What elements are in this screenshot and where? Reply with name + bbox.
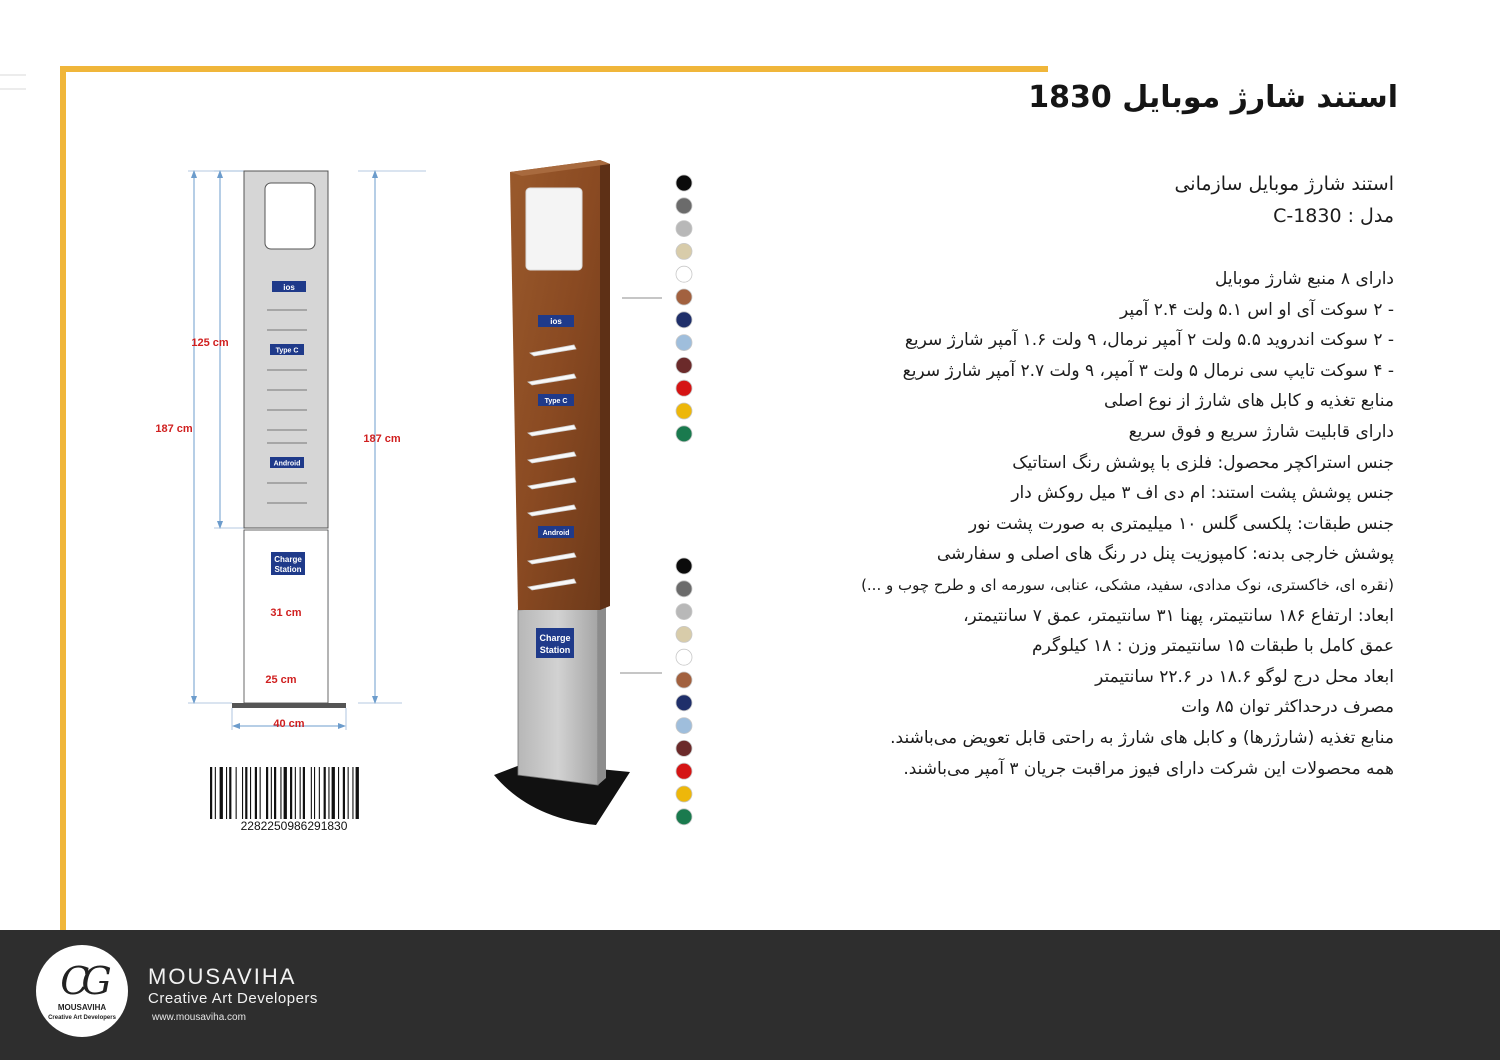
color-swatch[interactable] bbox=[676, 604, 692, 620]
typec-port-text: Type C bbox=[275, 347, 299, 355]
barcode-bar bbox=[236, 767, 237, 819]
color-swatch[interactable] bbox=[676, 175, 692, 191]
ios-port-text: ios bbox=[283, 283, 295, 292]
color-swatch[interactable] bbox=[676, 243, 692, 259]
color-swatch[interactable] bbox=[676, 198, 692, 214]
barcode-bar bbox=[229, 767, 231, 819]
color-swatch[interactable] bbox=[676, 312, 692, 328]
barcode-bar bbox=[348, 767, 349, 819]
spec-line: جنس طبقات: پلکسی گلس ۱۰ میلیمتری به صورت پشت نور bbox=[968, 513, 1394, 534]
android-port-text: Android bbox=[273, 460, 301, 468]
barcode-bar bbox=[314, 767, 315, 819]
color-swatch[interactable] bbox=[676, 718, 692, 734]
render-typec-text: Type C bbox=[544, 398, 568, 405]
color-swatch[interactable] bbox=[676, 786, 692, 802]
render-android-text: Android bbox=[542, 530, 570, 537]
dim-width-25: 25 cm bbox=[265, 674, 297, 686]
spec-line: - ۲ سوکت اندروید ۵.۵ ولت ۲ آمپر نرمال، ۹ ولت ۱.۶ آمپر شارژ سریع bbox=[904, 330, 1394, 351]
barcode-bar bbox=[338, 767, 339, 819]
barcode-bar bbox=[290, 767, 292, 819]
brand-tagline: Creative Art Developers bbox=[148, 990, 318, 1007]
charge-station-text-2: Station bbox=[274, 565, 302, 574]
brand-name: MOUSAVIHA bbox=[148, 964, 297, 989]
barcode-bar bbox=[226, 767, 227, 819]
barcode-bar bbox=[210, 767, 212, 819]
spec-line: ابعاد محل درج لوگو ۱۸.۶ در ۲۲.۶ سانتیمتر bbox=[1095, 666, 1394, 687]
accent-frame-left bbox=[60, 66, 66, 930]
barcode-bar bbox=[295, 767, 296, 819]
color-swatch[interactable] bbox=[676, 289, 692, 305]
color-swatch[interactable] bbox=[676, 809, 692, 825]
barcode-bar bbox=[220, 767, 223, 819]
barcode-bar bbox=[260, 767, 261, 819]
color-swatch[interactable] bbox=[676, 626, 692, 642]
barcode-bar bbox=[352, 767, 353, 819]
color-swatch[interactable] bbox=[676, 426, 692, 442]
page-title: استند شارژ موبایل 1830 bbox=[1028, 80, 1398, 115]
barcode-bar bbox=[245, 767, 247, 819]
column-color-swatches bbox=[676, 558, 692, 825]
dim-height-left: 187 cm bbox=[155, 423, 193, 435]
barcode-number: 2282250986291830 bbox=[240, 819, 348, 833]
spec-line: (نقره ای، خاکستری، نوک مدادی، سفید، مشکی، عنابی، سورمه ای و طرح چوب و ...) bbox=[861, 575, 1394, 594]
spec-line: مصرف درحداکثر توان ۸۵ وات bbox=[1181, 697, 1394, 718]
color-swatch[interactable] bbox=[676, 740, 692, 756]
barcode bbox=[210, 767, 359, 819]
barcode-bar bbox=[250, 767, 251, 819]
dim-height-right: 187 cm bbox=[363, 433, 401, 445]
barcode-bar bbox=[303, 767, 305, 819]
color-swatch[interactable] bbox=[676, 403, 692, 419]
barcode-bar bbox=[319, 767, 320, 819]
color-swatch[interactable] bbox=[676, 221, 692, 237]
barcode-bar bbox=[311, 767, 312, 819]
color-swatch[interactable] bbox=[676, 672, 692, 688]
logo-monogram-icon: CG bbox=[60, 959, 104, 1003]
barcode-bar bbox=[343, 767, 345, 819]
color-swatch[interactable] bbox=[676, 763, 692, 779]
spec-line: دارای قابلیت شارژ سریع و فوق سریع bbox=[1128, 421, 1394, 442]
accent-frame-top bbox=[60, 66, 1048, 72]
color-swatch[interactable] bbox=[676, 649, 692, 665]
product-subtitle: استند شارژ موبایل سازمانی bbox=[1174, 173, 1394, 195]
color-swatch[interactable] bbox=[676, 695, 692, 711]
color-swatch[interactable] bbox=[676, 266, 692, 282]
product-heading bbox=[834, 168, 1394, 232]
spec-line: ابعاد: ارتفاع ۱۸۶ سانتیمتر، پهنا ۳۱ سانتیمتر، عمق ۷ سانتیمتر، bbox=[963, 605, 1394, 626]
barcode-bar bbox=[328, 767, 329, 819]
render-charge-text-1: Charge bbox=[539, 633, 571, 643]
barcode-bar bbox=[255, 767, 257, 819]
spec-line: منابع تغذیه و کابل های شارژ از نوع اصلی bbox=[1103, 391, 1394, 412]
spec-line: دارای ۸ منبع شارژ موبایل bbox=[1215, 269, 1394, 289]
spec-line: جنس استراکچر محصول: فلزی با پوشش رنگ استاتیک bbox=[1012, 452, 1394, 473]
brand-logo bbox=[36, 945, 128, 1037]
barcode-bar bbox=[271, 767, 272, 819]
product-render bbox=[470, 150, 700, 840]
product-model: مدل : C-1830 bbox=[1273, 205, 1394, 227]
barcode-bar bbox=[215, 767, 216, 819]
spec-line: همه محصولات این شرکت دارای فیوز مراقبت جریان ۳ آمپر می‌باشند. bbox=[903, 758, 1394, 779]
dim-width-31: 31 cm bbox=[270, 607, 302, 619]
spec-line: منابع تغذیه (شارژرها) و کابل های شارژ به راحتی قابل تعویض می‌باشند. bbox=[890, 727, 1394, 748]
color-swatch[interactable] bbox=[676, 357, 692, 373]
color-swatch[interactable] bbox=[676, 335, 692, 351]
render-charge-text-2: Station bbox=[539, 645, 571, 655]
barcode-bar bbox=[324, 767, 326, 819]
render-ios-text: ios bbox=[550, 317, 562, 326]
spec-line: - ۲ سوکت آی او اس ۵.۱ ولت ۲.۴ آمپر bbox=[1120, 299, 1394, 320]
spec-line: پوشش خارجی بدنه: کامپوزیت پنل در رنگ های اصلی و سفارشی bbox=[936, 544, 1394, 565]
barcode-bar bbox=[284, 767, 287, 819]
dim-panel-height: 125 cm bbox=[191, 337, 229, 349]
color-swatch[interactable] bbox=[676, 581, 692, 597]
barcode-bar bbox=[300, 767, 301, 819]
logo-name: MOUSAVIHA bbox=[57, 1003, 107, 1012]
barcode-bar bbox=[242, 767, 243, 819]
barcode-bar bbox=[332, 767, 335, 819]
spec-list bbox=[834, 264, 1394, 784]
barcode-bar bbox=[274, 767, 276, 819]
color-swatch[interactable] bbox=[676, 558, 692, 574]
spec-line: - ۴ سوکت تایپ سی نرمال ۵ ولت ۳ آمپر، ۹ ولت ۲.۷ آمپر شارژ سریع bbox=[902, 360, 1394, 381]
panel-color-swatches bbox=[676, 175, 692, 442]
barcode-bar bbox=[266, 767, 268, 819]
website-link[interactable]: www.mousaviha.com bbox=[152, 1012, 246, 1023]
spec-line: عمق کامل با طبقات ۱۵ سانتیمتر وزن : ۱۸ کیلوگرم bbox=[1032, 636, 1394, 657]
logo-tagline: Creative Art Developers bbox=[48, 1015, 116, 1021]
barcode-bar bbox=[280, 767, 281, 819]
barcode-bar bbox=[356, 767, 359, 819]
dim-base-40: 40 cm bbox=[273, 718, 305, 730]
color-swatch[interactable] bbox=[676, 380, 692, 396]
corner-mark bbox=[0, 74, 26, 90]
charge-station-text-1: Charge bbox=[274, 555, 302, 564]
technical-drawing bbox=[140, 160, 430, 840]
spec-line: جنس پوشش پشت استند: ام دی اف ۳ میل روکش دار bbox=[1011, 483, 1394, 504]
